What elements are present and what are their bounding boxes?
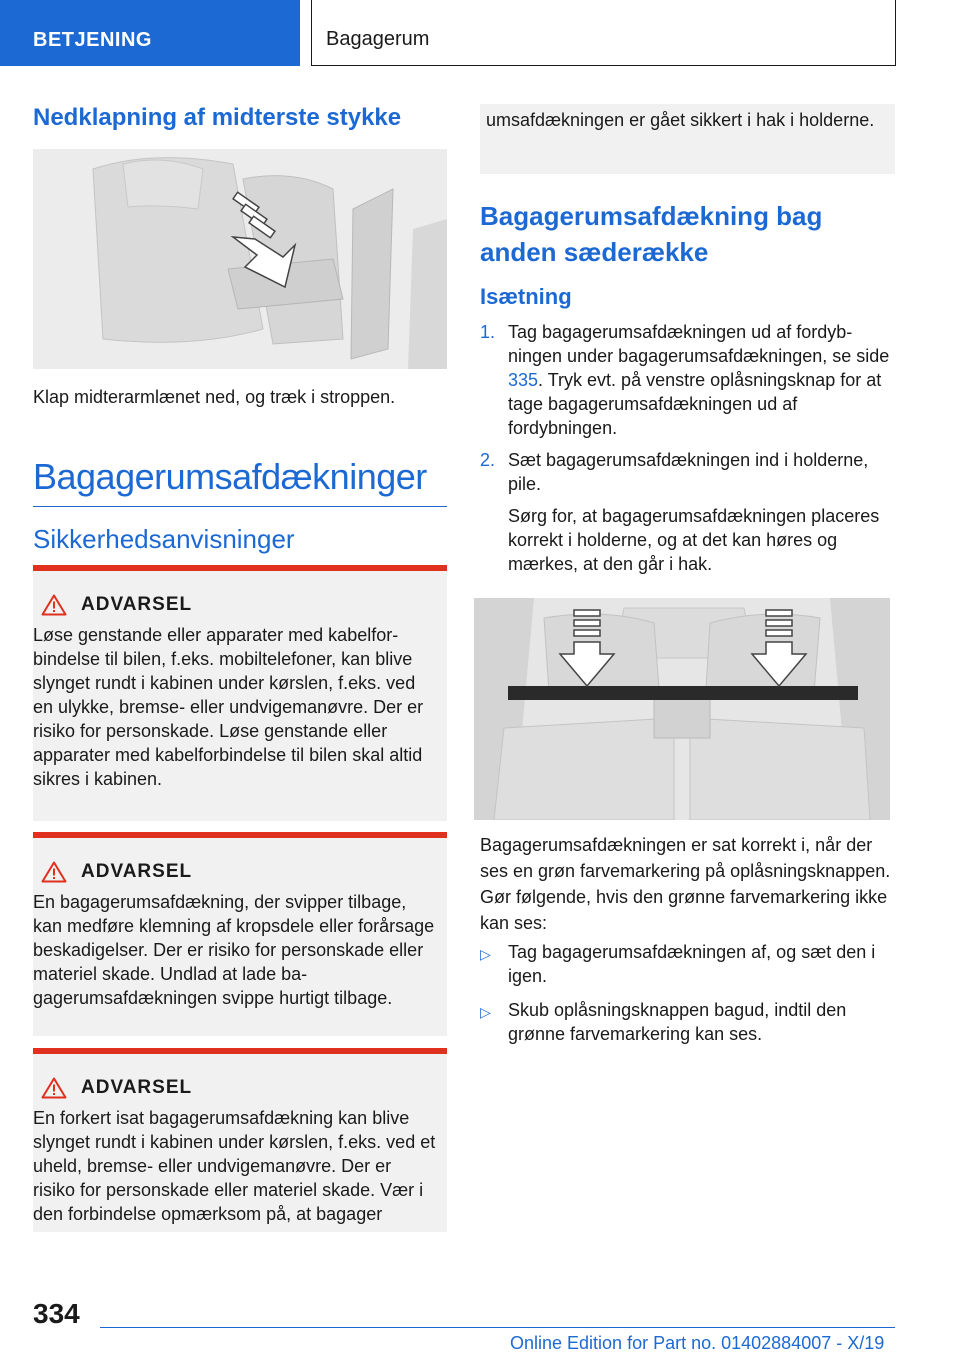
step-2-note: Sørg for, at bagagerumsafdækningen placeres korrekt i holderne, og at det kan høres og mærkes, at den går i hak. — [508, 506, 880, 574]
safety-heading: Sikkerhedsanvisninger — [33, 524, 295, 554]
warning-icon — [41, 1077, 67, 1099]
step-1 — [480, 320, 895, 440]
warning-text: En forkert isat bagagerumsafdækning kan blive slynget rundt i kabinen under kørslen, f.eks. ved et uheld, bremse- eller undvigemanøvre. Der er risiko for personskade eller materiel skade. Vær i den forbindelse opmærksom på, at bagager — [33, 1108, 436, 1224]
warning-text: Løse genstande eller apparater med kabelforbindelse til bilen, f.eks. mobiltelefoner, kan blive slynget rundt i kabinen under kørslen, f.eks. ved en ulykke, bremse- eller undvigemanøvre. Der er risiko for personskade. Løse genstande eller apparater med kabelforbindelse til bilen skal altid sikres i kabinen. — [33, 625, 424, 789]
step-text: Sæt bagagerumsafdækningen ind i holderne, pile. — [508, 450, 869, 494]
warning-title: ADVARSEL — [81, 1077, 193, 1098]
warning-continued: umsafdækningen er gået sikkert i hak i holderne. — [480, 104, 895, 174]
section-tab[interactable]: BETJENING — [0, 0, 300, 66]
caption-cover: Bagagerumsafdækningen er sat korrekt i, når der ses en grøn farvemarkering på oplåsningsknappen. Gør følgende, hvis den grønne farvemarkering ikke kan ses: — [480, 835, 891, 933]
page-link[interactable]: 335 — [508, 370, 539, 390]
steps-list — [480, 320, 895, 576]
warning-text: En bagagerumsafdækning, der svipper tilbage, kan medføre klemning af kropsdele eller forårsage beskadigelser. Der er risiko for personskade eller materiel skade. Undlad at lade bagagerumsafdækningen svippe hurtigt tilbage. — [33, 892, 435, 1008]
bullet-text: Skub oplåsningsknappen bagud, indtil den grønne farvemarkering kan ses. — [508, 1000, 847, 1044]
footer-divider — [100, 1327, 895, 1328]
step-text: Tag bagagerumsafdækningen ud af fordybningen under bagagerumsafdækningen, se side 335. Tryk evt. på venstre oplåsningsknap for at tage bagagerumsafdækningen ud af fordybningen. — [508, 322, 890, 438]
cover-heading: Bagagerumsafdækning bag anden sæderække — [480, 201, 823, 267]
step-number: 1. — [480, 322, 496, 342]
bullet-item — [480, 998, 895, 1046]
step-number: 2. — [480, 450, 496, 470]
warning-icon — [41, 594, 67, 616]
warning-icon — [41, 861, 67, 883]
bullet-text: Tag bagagerumsafdækningen af, og sæt den i igen. — [508, 942, 876, 986]
bullet-item — [480, 940, 895, 988]
subheading-fold-down: Nedklapning af midterste stykke — [33, 104, 402, 131]
chapter-title: Bagagerum — [311, 0, 896, 66]
page-number: 334 — [33, 1298, 80, 1329]
triangle-bullet-icon: ▷ — [480, 946, 491, 962]
insert-subheading: Isætning — [480, 284, 572, 309]
warning-box-2 — [33, 832, 447, 1036]
footer-edition: Online Edition for Part no. 01402884007 - X/19 — [510, 1333, 885, 1353]
triangle-bullet-icon: ▷ — [480, 1004, 491, 1020]
warning-title: ADVARSEL — [81, 594, 193, 615]
warning-box-1 — [33, 565, 447, 821]
warning-title: ADVARSEL — [81, 861, 193, 882]
caption-armrest: Klap midterarmlænet ned, og træk i stroppen. — [33, 387, 396, 407]
cargo-cover-photo — [474, 598, 890, 820]
warning-box-3 — [33, 1048, 447, 1232]
bullets-list — [480, 940, 895, 1056]
step-2 — [480, 448, 895, 496]
armrest-photo — [33, 149, 447, 369]
main-heading: Bagagerumsafdækninger — [33, 456, 447, 507]
